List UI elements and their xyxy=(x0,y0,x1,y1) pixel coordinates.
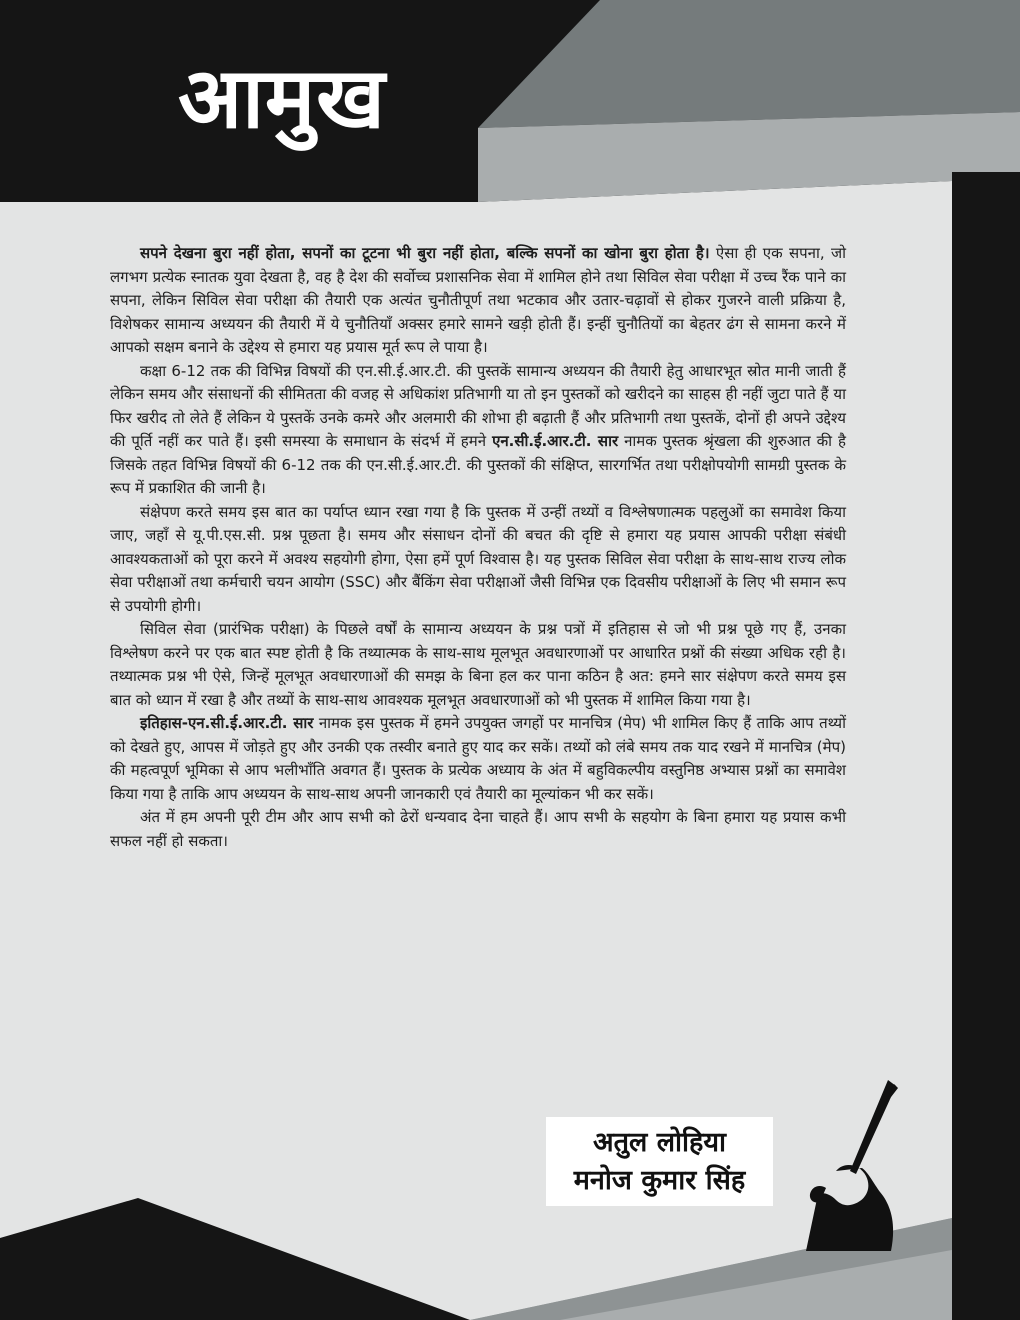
author-signature-box xyxy=(546,1117,773,1206)
series-name: एन.सी.ई.आर.टी. सार xyxy=(492,432,619,450)
book-name: इतिहास-एन.सी.ई.आर.टी. सार xyxy=(140,714,314,732)
paragraph-2-end: नामक पुस्तक श्रृंखला की शुरुआत की है जिसके तहत विभिन्न विषयों की 6-12 तक की एन.सी.ई.आर.टी. की पुस्तकों की संक्षिप्त, सारगर्भित तथा परीक्षोपयोगी सामग्री पुस्तक के रूप में प्रकाशित की जानी है। xyxy=(110,432,846,497)
paragraph-2-start: कक्षा 6-12 तक की विभिन्न विषयों की एन.सी.ई.आर.टी. की पुस्तकें सामान्य अध्ययन की तैयारी हेतु आधारभूत स्रोत मानी जाती हैं लेकिन समय और संसाधनों की सीमितता की वजह से अधिकांश प्रतिभागी या तो इन पुस्तकों को खरीदने का साहस ही नहीं जुटा पाते हैं या फिर खरीद तो लेते हैं लेकिन ये पुस्तकें उनके कमरे और अलमारी की शोभा ही बढ़ाती हैं और प्रतिभागी तथा पुस्तकें, दोनों ही अपने उद्देश्य की पूर्ति नहीं कर पाते हैं। इसी समस्या के समाधान के संदर्भ में हमने xyxy=(110,361,846,450)
paragraph-4: सिविल सेवा (प्रारंभिक परीक्षा) के पिछले वर्षों के सामान्य अध्ययन के प्रश्न पत्रों में इतिहास से जो भी प्रश्न पूछे गए हैं, उनका विश्लेषण करने पर एक बात स्पष्ट होती है कि तथ्यात्मक के साथ-साथ मूलभूत अवधारणाओं पर आधारित प्रश्नों की संख्या अधिक रही है। तथ्यात्मक प्रश्न भी ऐसे, जिन्हें मूलभूत अवधारणाओं की समझ के बिना हल कर पाना कठिन है अत: हमने सार संक्षेपण करते समय इस बात को ध्यान में रखा है और तथ्यों के साथ-साथ आवश्यक मूलभूत अवधारणाओं को भी पुस्तक में शामिल किया गया है। xyxy=(110,620,846,709)
paragraph-3: संक्षेपण करते समय इस बात का पर्याप्त ध्यान रखा गया है कि पुस्तक में उन्हीं तथ्यों व विश्लेषणात्मक पहलुओं का समावेश किया जाए, जहाँ से यू.पी.एस.सी. प्रश्न पूछता है। समय और संसाधन दोनों की बचत की दृष्टि से हमारा यह प्रयास आपकी परीक्षा संबंधी आवश्यकताओं को पूरा करने में अवश्य सहयोगी होगा, ऐसा हमें पूर्ण विश्वास है। यह पुस्तक सिविल सेवा परीक्षा के साथ-साथ राज्य लोक सेवा परीक्षाओं तथा कर्मचारी चयन आयोग (SSC) और बैंकिंग सेवा परीक्षाओं जैसी विभिन्न एक दिवसीय परीक्षाओं के लिए भी समान रूप से उपयोगी होगी। xyxy=(110,502,846,615)
paragraph-5 xyxy=(110,712,846,806)
preface-body xyxy=(110,242,846,853)
paragraph-5-text: नामक इस पुस्तक में हमने उपयुक्त जगहों पर मानचित्र (मेप) भी शामिल किए हैं ताकि आप तथ्यों को देखते हुए, आपस में जोड़ते हुए और उनकी एक तस्वीर बनाते हुए याद कर सकें। तथ्यों को लंबे समय तक याद रखने में मानचित्र (मेप) की महत्वपूर्ण भूमिका से आप भलीभाँति अवगत हैं। पुस्तक के प्रत्येक अध्याय के अंत में बहुविकल्पीय वस्तुनिष्ठ अभ्यास प्रश्नों का समावेश किया गया है ताकि आप अध्ययन के साथ-साथ अपनी जानकारी एवं तैयारी का मूल्यांकन भी कर सकें। xyxy=(110,714,846,803)
opening-quote: सपने देखना बुरा नहीं होता, सपनों का टूटना भी बुरा नहीं होता, बल्कि सपनों का खोना बुरा होता है। xyxy=(140,244,710,262)
author-name-1: अतुल लोहिया xyxy=(592,1126,726,1158)
author-name-2: मनोज कुमार सिंह xyxy=(573,1164,746,1196)
page-title: आमुख xyxy=(178,49,386,147)
paragraph-1-text: ऐसा ही एक सपना, जो लगभग प्रत्येक स्नातक युवा देखता है, वह है देश की सर्वोच्च प्रशासनिक सेवा में शामिल होने तथा सिविल सेवा परीक्षा में उच्च रैंक पाने का सपना, लेकिन सिविल सेवा परीक्षा की तैयारी एक अत्यंत चुनौतीपूर्ण तथा भटकाव और उतार-चढ़ावों से होकर गुजरने वाली प्रक्रिया है, विशेषकर सामान्य अध्ययन की तैयारी में ये चुनौतियाँ अक्सर हमारे सामने खड़ी होती हैं। इन्हीं चुनौतियों का बेहतर ढंग से सामना करने में आपको सक्षम बनाने के उद्देश्य से हमारा यह प्रयास मूर्त रूप ले पाया है। xyxy=(110,244,846,356)
hand-writing-with-pen-icon xyxy=(796,1076,906,1251)
paragraph-1 xyxy=(110,242,846,360)
paragraph-2 xyxy=(110,360,846,501)
right-edge-bar xyxy=(952,172,1020,1320)
paragraph-6: अंत में हम अपनी पूरी टीम और आप सभी को ढेरों धन्यवाद देना चाहते हैं। आप सभी के सहयोग के बिना हमारा यह प्रयास कभी सफल नहीं हो सकता। xyxy=(110,808,846,850)
